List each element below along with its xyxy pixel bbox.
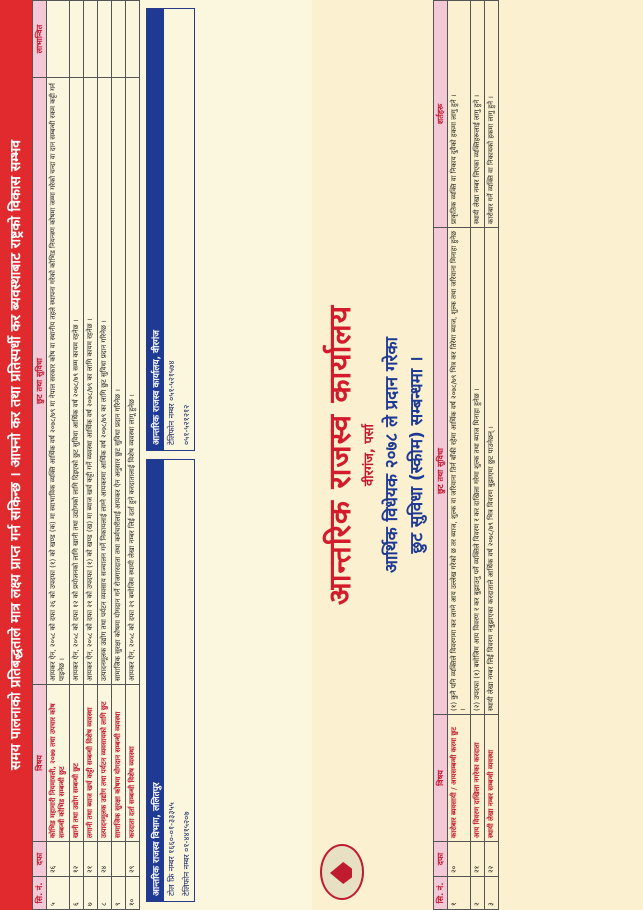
row-beneficiary	[98, 1, 112, 78]
office-contacts	[146, 0, 195, 910]
row-sn: ९	[112, 877, 126, 910]
right-relief-table	[433, 0, 499, 910]
table-row	[485, 1, 499, 910]
row-sn: १	[448, 877, 471, 910]
row-dafa: २१	[84, 842, 98, 877]
office-phone-2: ०५१-५२१२१२	[182, 404, 191, 445]
row-relief: आयकर ऐन, २०५८ को दफा १२ को प्रयोजनको लागि खानी तथा उद्योगको लागि दिइएको छुट सुविधा आर्थिक वर्ष २०७८/७९ सम्म कायम रहनेछ ।	[70, 78, 84, 685]
col-relief: छुट तथा सुविधा	[33, 78, 47, 685]
table-row	[98, 1, 112, 910]
col-sn: सि. नं.	[33, 877, 47, 910]
row-beneficiary	[84, 1, 98, 78]
left-relief-table	[32, 0, 140, 910]
col-relief: छुट तथा सुविधा	[434, 228, 448, 715]
row-beneficiary	[126, 1, 140, 78]
row-dafa: २१	[471, 842, 485, 877]
row-subject: खानी तथा उद्योग सम्बन्धी छुट	[70, 685, 84, 842]
row-terms: कारोबार गर्ने व्यक्ति वा निकायको हकमा लागु हुने ।	[485, 1, 499, 228]
row-relief: आयकर ऐन, २०५८ को दफा २१ को उपदफा (१) को खण्ड (ख) मा ब्याज खर्च कट्टी गर्ने व्यवस्था आर्थिक वर्ष २०७८/७९ का लागि कायम रहनेछ ।	[84, 78, 98, 685]
row-beneficiary	[112, 1, 126, 78]
table-row	[47, 1, 70, 910]
row-dafa: २२	[485, 842, 499, 877]
row-relief: आयकर ऐन, २०५८ को दफा २९ बमोजिम स्थायी लेखा नम्बर लिई दर्ता हुने करदातालाई विशेष व्यवस्था लागू हुनेछ ।	[126, 78, 140, 685]
row-sn: २	[471, 877, 485, 910]
row-relief: (१) कुनै पनि व्यक्तिले विवरणमा कर लाग्ने आय उल्लेख गरेको छ तर ब्याज, शुल्क वा जरिवाना तिर्न बाँकी रहेमा आर्थिक वर्ष २०७८/७९ भित्र कर तिरेमा ब्याज, शुल्क तथा जरिवाना मिनाहा हुनेछ ।	[448, 228, 471, 715]
office-name: आन्तरिक राजस्व विभाग, ललितपुर	[147, 460, 164, 901]
row-subject: स्थायी लेखा नम्बर सम्बन्धी व्यवस्था	[485, 715, 499, 842]
col-dafa: दफा	[434, 842, 448, 877]
col-terms: शर्तहरू	[434, 1, 448, 228]
row-sn: ६	[70, 877, 84, 910]
row-relief: सामाजिक सुरक्षा कोषमा योगदान गर्ने रोजगारदाता तथा कर्मचारीलाई आयकर ऐन अनुसार छुट सुविधा प्रदान गरिनेछ ।	[112, 78, 126, 685]
row-dafa: २९	[126, 842, 140, 877]
table-row	[448, 1, 471, 910]
poster-header	[312, 0, 429, 910]
table-row	[84, 1, 98, 910]
table-row	[471, 1, 485, 910]
row-dafa: १२	[70, 842, 84, 877]
row-subject: उत्पादनमूलक उद्योग तथा पर्यटन व्यवसायको लागि छुट	[98, 685, 112, 842]
office-title: आन्तरिक राजस्व कार्यालय	[323, 304, 358, 606]
table-row	[126, 1, 140, 910]
col-beneficiary: लाभान्वित	[33, 1, 47, 78]
row-sn: ५	[47, 877, 70, 910]
row-dafa: २०	[448, 842, 471, 877]
row-subject: करदाता दर्ता सम्बन्धी विशेष व्यवस्था	[126, 685, 140, 842]
row-terms: प्राकृतिक व्यक्ति वा निकाय दुवैको हकमा लागु हुने ।	[448, 1, 471, 228]
row-sn: ७	[84, 877, 98, 910]
row-sn: ८	[98, 877, 112, 910]
col-dafa: दफा	[33, 842, 47, 877]
row-dafa: २६	[47, 842, 70, 877]
row-subject: आय विवरण दाखिला नगरेका करदाता	[471, 715, 485, 842]
row-beneficiary	[47, 1, 70, 78]
row-subject: कोभिड महामारी नियमावली, २०७७ तथा उपचार कोष सम्बन्धी कोभिड सम्बन्धी छुट	[47, 685, 70, 842]
row-sn: ३	[485, 877, 499, 910]
row-subject: सामाजिक सुरक्षा कोषमा योगदान सम्बन्धी व्यवस्था	[112, 685, 126, 842]
notice-line-2: छुट सुविधा (स्कीम) सम्बन्धमा ।	[407, 356, 427, 554]
band-slogan: समय पालनाको प्रतिबद्धताले मात्र लक्ष्य प्राप्त गर्न सकिन्छ । आफ्नो कर तथा प्रतिस्पर्धी कर ब्यवस्थाबाट राष्ट्रको विकास सम्भव	[8, 139, 24, 771]
col-subject: विषय	[434, 715, 448, 842]
col-sn: सि. नं.	[434, 877, 448, 910]
office-phone: टेलिफोन नम्बर ०५१-५२१५७४	[167, 360, 176, 445]
row-beneficiary	[70, 1, 84, 78]
row-subject: लगानी तथा ब्याज खर्च कट्टी सम्बन्धी विशेष व्यवस्था	[84, 685, 98, 842]
office-card	[146, 8, 195, 451]
row-terms: स्थायी लेखा नम्बर लिएका व्यक्तिहरूलाई लागु हुने ।	[471, 1, 485, 228]
office-phone: टोल फ्रि नम्बर १६६०-०१-३३३५५	[167, 802, 176, 896]
notice-line-1: आर्थिक विधेयक २०७८ ले प्रदान गरेका	[382, 337, 402, 573]
row-relief: (२) उपदफा (१) बमोजिम आय विवरण र कर बुझाउनु पर्ने व्यक्तिले विवरण र कर दाखिला गरेमा शुल्क तथा ब्याज मिनाहा हुनेछ ।	[471, 228, 485, 715]
row-relief: उत्पादनमूलक उद्योग तथा पर्यटन व्यवसाय सञ्चालन गर्ने निकायलाई लाग्ने आयकरमा आर्थिक वर्ष २०७८/७९ का लागि छुट सुविधा प्रदान गरिनेछ ।	[98, 78, 112, 685]
row-relief: स्थायी लेखा नम्बर लिई विवरण नबुझाएका करदाताले आर्थिक वर्ष २०७८/७९ भित्र विवरण बुझाएमा छुट पाउनेछन् ।	[485, 228, 499, 715]
col-subject: विषय	[33, 685, 47, 842]
row-sn: १०	[126, 877, 140, 910]
right-content	[312, 0, 643, 910]
office-card	[146, 459, 195, 902]
office-phone-2: टेलिफोन नम्बर ०१-४४१५२०७	[182, 811, 191, 896]
office-location: वीरगंज, पर्सा	[362, 424, 377, 486]
side-band	[0, 0, 32, 910]
table-row	[112, 1, 126, 910]
row-relief: आयकर ऐन, २०५८ को दफा २६ को उपदफा (१) को खण्ड (क) मा स्वाभाविक व्यक्ति आर्थिक वर्ष २०७८/७९ मा नेपाल सरकार कोष वा स्थानीय तहले स्थापना गरेको कोभिड नियन्त्रण कोषमा जम्मा गरेको चन्दा वा दान सम्बन्धी रकम कट्टी गर्न पाइनेछ ।	[47, 78, 70, 685]
row-subject: कारोबार ब्यवसायी / आयसम्बन्धी करमा छुट	[448, 715, 471, 842]
government-emblem-icon	[320, 844, 364, 900]
office-name: आन्तरिक राजस्व कार्यालय, वीरगंज	[147, 9, 164, 450]
left-content	[32, 0, 312, 910]
row-dafa	[112, 842, 126, 877]
row-dafa: २४	[98, 842, 112, 877]
table-row	[70, 1, 84, 910]
